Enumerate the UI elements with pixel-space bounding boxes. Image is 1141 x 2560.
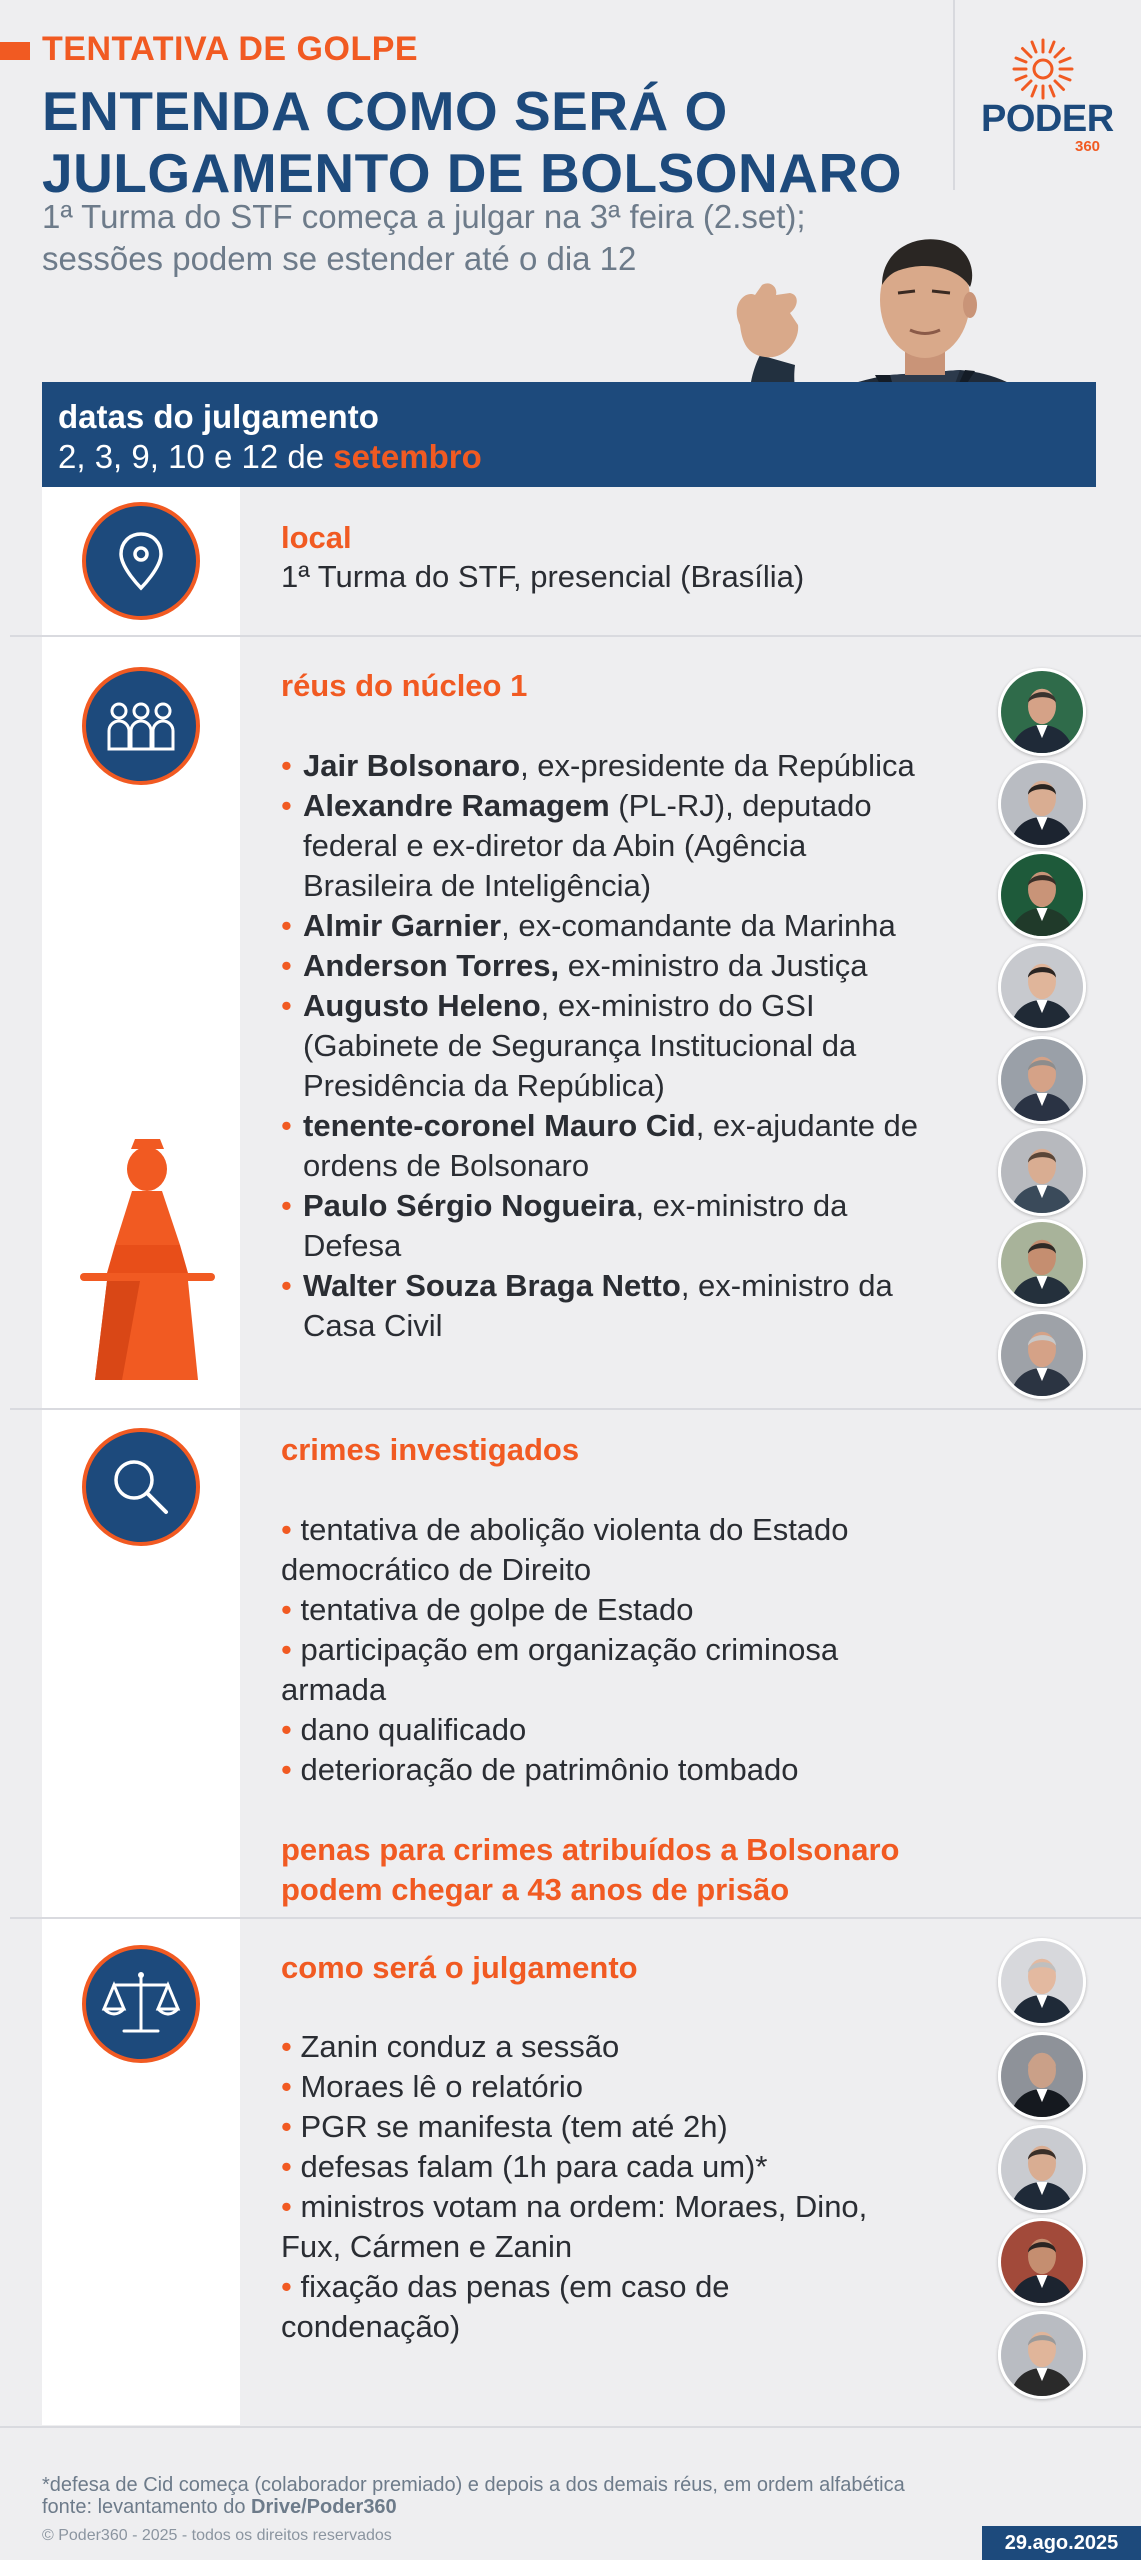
defendant-description: federal e ex-diretor da Abin (Agência bbox=[303, 828, 807, 863]
crimes-text: tentativa de abolição violenta do Estado bbox=[291, 1512, 849, 1547]
defendant-avatar bbox=[998, 1128, 1086, 1216]
logo-suffix: 360 bbox=[1075, 138, 1101, 155]
procedure-list bbox=[281, 2027, 961, 2347]
defendant-item bbox=[281, 1186, 961, 1266]
location-icon-badge bbox=[82, 502, 200, 620]
bullet-icon: • bbox=[281, 2069, 292, 2104]
crimes-text: dano qualificado bbox=[291, 1712, 527, 1747]
sun-logo-icon bbox=[1012, 38, 1074, 100]
defendant-avatar bbox=[998, 943, 1086, 1031]
defendant-name: Jair Bolsonaro bbox=[303, 748, 521, 783]
crimes-list bbox=[281, 1510, 961, 1790]
minister-avatar bbox=[998, 1938, 1086, 2026]
dates-month: setembro bbox=[333, 438, 482, 475]
defendant-avatar bbox=[998, 1311, 1086, 1399]
defendant-avatar bbox=[998, 851, 1086, 939]
kicker-accent-bar bbox=[0, 42, 30, 60]
penalty-line-2: podem chegar a 43 anos de prisão bbox=[281, 1872, 790, 1907]
defendant-name: Augusto Heleno bbox=[303, 988, 541, 1023]
defendant-description: Casa Civil bbox=[303, 1308, 443, 1343]
bullet-icon: • bbox=[281, 2149, 292, 2184]
dates-list bbox=[58, 438, 482, 476]
procedure-icon-badge bbox=[82, 1945, 200, 2063]
logo-wordmark: PODER bbox=[981, 98, 1114, 140]
publication-date: 29.ago.2025 bbox=[982, 2526, 1141, 2560]
defendant-description: Brasileira de Inteligência) bbox=[303, 868, 652, 903]
defendant-description: (PL-RJ), deputado bbox=[609, 788, 872, 823]
defendant-name: Paulo Sérgio Nogueira bbox=[303, 1188, 636, 1223]
bullet-icon: • bbox=[281, 1268, 292, 1303]
defendant-avatar bbox=[998, 1036, 1086, 1124]
subtitle-line-2: sessões podem se estender até o dia 12 bbox=[42, 240, 637, 277]
procedure-text: defesas falam (1h para cada um)* bbox=[291, 2149, 768, 2184]
penalty-line-1: penas para crimes atribuídos a Bolsonaro bbox=[281, 1832, 900, 1867]
crimes-line bbox=[281, 1750, 961, 1790]
procedure-line bbox=[281, 2107, 961, 2147]
defendant-description: (Gabinete de Segurança Institucional da bbox=[303, 1028, 857, 1063]
defendant-item bbox=[281, 1106, 961, 1186]
crimes-title: crimes investigados bbox=[281, 1432, 580, 1467]
footnote bbox=[42, 2474, 1042, 2518]
bullet-icon: • bbox=[281, 2269, 292, 2304]
scales-icon bbox=[86, 1949, 196, 2059]
bullet-icon: • bbox=[281, 2029, 292, 2064]
defendant-name: Almir Garnier bbox=[303, 908, 502, 943]
dates-title: datas do julgamento bbox=[58, 398, 379, 435]
defendants-list bbox=[281, 746, 961, 1346]
procedure-line bbox=[281, 2227, 961, 2267]
procedure-line bbox=[281, 2067, 961, 2107]
section-divider bbox=[10, 1408, 1141, 1410]
page-title bbox=[42, 80, 942, 204]
kicker: TENTATIVA DE GOLPE bbox=[42, 30, 419, 68]
bullet-icon: • bbox=[281, 1512, 292, 1547]
crimes-line bbox=[281, 1630, 961, 1670]
defendant-name: tenente-coronel Mauro Cid bbox=[303, 1108, 696, 1143]
crimes-text: participação em organização criminosa bbox=[291, 1632, 839, 1667]
penalty-note bbox=[281, 1830, 981, 1910]
defendant-description: , ex-comandante da Marinha bbox=[501, 908, 896, 943]
source-line bbox=[42, 2496, 1042, 2518]
poder360-logo bbox=[975, 38, 1115, 158]
procedure-line bbox=[281, 2307, 961, 2347]
bullet-icon: • bbox=[281, 748, 292, 783]
logo-divider bbox=[953, 0, 955, 190]
headline-line-1: ENTENDA COMO SERÁ O bbox=[42, 80, 728, 142]
crimes-text: deterioração de patrimônio tombado bbox=[291, 1752, 799, 1787]
defendants-icon-badge bbox=[82, 667, 200, 785]
bullet-icon: • bbox=[281, 948, 292, 983]
defendant-description: , ex-ministro do GSI bbox=[540, 988, 815, 1023]
justice-statue-icon bbox=[80, 1135, 215, 1380]
procedure-line bbox=[281, 2147, 961, 2187]
minister-avatar bbox=[998, 2032, 1086, 2120]
group-people-icon bbox=[86, 671, 196, 781]
procedure-text: Fux, Cármen e Zanin bbox=[281, 2229, 573, 2264]
bullet-icon: • bbox=[281, 908, 292, 943]
procedure-text: condenação) bbox=[281, 2309, 461, 2344]
defendant-avatar bbox=[998, 1219, 1086, 1307]
crimes-line bbox=[281, 1590, 961, 1630]
procedure-text: Zanin conduz a sessão bbox=[291, 2029, 620, 2064]
defendant-description: Presidência da República) bbox=[303, 1068, 665, 1103]
crimes-icon-badge bbox=[82, 1428, 200, 1546]
defendant-avatar bbox=[998, 760, 1086, 848]
procedure-text: PGR se manifesta (tem até 2h) bbox=[291, 2109, 728, 2144]
source-name: Drive/Poder360 bbox=[251, 2496, 397, 2518]
crimes-line bbox=[281, 1510, 961, 1550]
procedure-text: fixação das penas (em caso de bbox=[291, 2269, 730, 2304]
bullet-icon: • bbox=[281, 988, 292, 1023]
copyright: © Poder360 - 2025 - todos os direitos reservados bbox=[42, 2527, 392, 2544]
defendant-description: ex-ministro da Justiça bbox=[559, 948, 868, 983]
procedure-text: Moraes lê o relatório bbox=[291, 2069, 584, 2104]
procedure-line bbox=[281, 2267, 961, 2307]
magnifier-icon bbox=[86, 1432, 196, 1542]
bullet-icon: • bbox=[281, 1752, 292, 1787]
crimes-text: democrático de Direito bbox=[281, 1552, 592, 1587]
defendant-description: , ex-ajudante de bbox=[695, 1108, 919, 1143]
procedure-line bbox=[281, 2187, 961, 2227]
source-prefix: fonte: levantamento do bbox=[42, 2496, 252, 2518]
bullet-icon: • bbox=[281, 788, 292, 823]
crimes-line bbox=[281, 1710, 961, 1750]
defendant-description: Defesa bbox=[303, 1228, 402, 1263]
crimes-line bbox=[281, 1670, 961, 1710]
procedure-line bbox=[281, 2027, 961, 2067]
subtitle-line-1: 1ª Turma do STF começa a julgar na 3ª feira (2.set); bbox=[42, 198, 806, 235]
bullet-icon: • bbox=[281, 1592, 292, 1627]
crimes-line bbox=[281, 1550, 961, 1590]
minister-avatar bbox=[998, 2125, 1086, 2213]
bullet-icon: • bbox=[281, 2189, 292, 2224]
defendant-item bbox=[281, 786, 961, 906]
procedure-text: ministros votam na ordem: Moraes, Dino, bbox=[291, 2189, 868, 2224]
defendant-name: Anderson Torres, bbox=[303, 948, 560, 983]
dates-days: 2, 3, 9, 10 e 12 de bbox=[58, 438, 334, 475]
defendant-description: , ex-ministro da bbox=[635, 1188, 848, 1223]
bullet-icon: • bbox=[281, 1188, 292, 1223]
section-divider bbox=[10, 1917, 1141, 1919]
section-divider bbox=[10, 635, 1141, 637]
local-title: local bbox=[281, 520, 352, 555]
defendant-item bbox=[281, 1266, 961, 1346]
local-text: 1ª Turma do STF, presencial (Brasília) bbox=[281, 559, 805, 594]
footnote-text: *defesa de Cid começa (colaborador premiado) e depois a dos demais réus, em ordem alfabética bbox=[42, 2474, 905, 2496]
defendant-name: Walter Souza Braga Netto bbox=[303, 1268, 681, 1303]
bullet-icon: • bbox=[281, 1108, 292, 1143]
defendant-description: ordens de Bolsonaro bbox=[303, 1148, 590, 1183]
defendant-description: , ex-presidente da República bbox=[520, 748, 915, 783]
defendant-item bbox=[281, 746, 961, 786]
minister-avatar bbox=[998, 2218, 1086, 2306]
defendants-title: réus do núcleo 1 bbox=[281, 668, 528, 703]
crimes-text: tentativa de golpe de Estado bbox=[291, 1592, 694, 1627]
bullet-icon: • bbox=[281, 1632, 292, 1667]
minister-avatar bbox=[998, 2311, 1086, 2399]
defendant-item bbox=[281, 906, 961, 946]
location-pin-icon bbox=[86, 506, 196, 616]
headline-line-2: JULGAMENTO DE BOLSONARO bbox=[42, 142, 902, 204]
bullet-icon: • bbox=[281, 2109, 292, 2144]
procedure-title: como será o julgamento bbox=[281, 1950, 638, 1985]
defendant-item bbox=[281, 986, 961, 1106]
defendant-name: Alexandre Ramagem bbox=[303, 788, 610, 823]
footer-divider bbox=[0, 2426, 1141, 2428]
bullet-icon: • bbox=[281, 1712, 292, 1747]
defendant-item bbox=[281, 946, 961, 986]
crimes-text: armada bbox=[281, 1672, 387, 1707]
defendant-description: , ex-ministro da bbox=[680, 1268, 893, 1303]
defendant-avatar bbox=[998, 668, 1086, 756]
